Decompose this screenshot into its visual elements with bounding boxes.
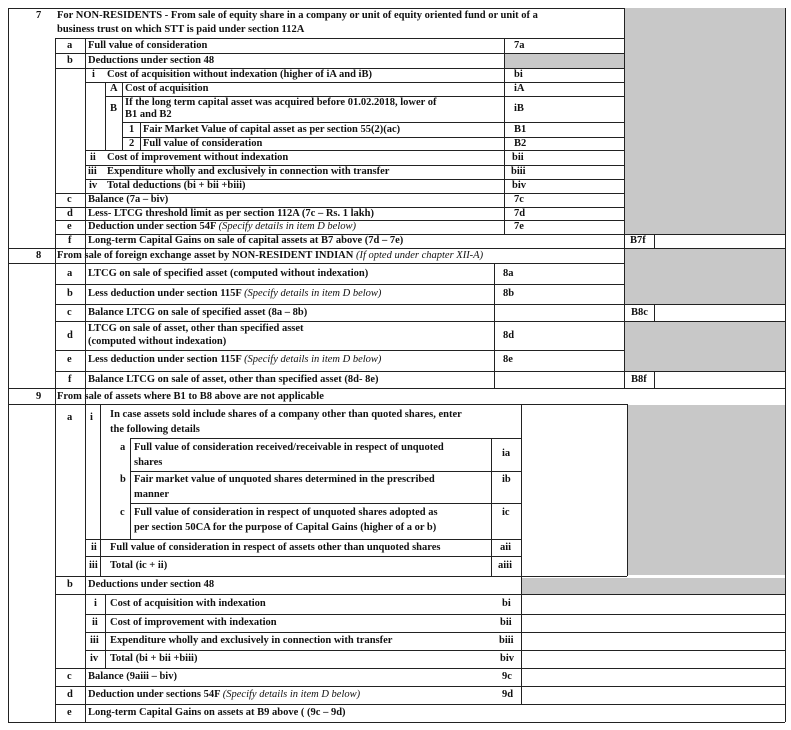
s9-row-a-letter: a bbox=[67, 412, 73, 423]
s7-row-b-label: Deductions under section 48 bbox=[88, 55, 215, 66]
s8-row-d-letter: d bbox=[67, 330, 73, 341]
s7-row-biii-roman: iii bbox=[88, 166, 97, 177]
s7-row-f-code: B7f bbox=[630, 235, 646, 246]
s7-row-e-amount-field[interactable] bbox=[525, 221, 623, 234]
s8-row-d-amount-field[interactable] bbox=[525, 322, 623, 350]
s7-row-e-label-text: Deduction under section 54F bbox=[88, 221, 217, 232]
s8-row-e-note: (Specify details in item D below) bbox=[244, 354, 382, 365]
s9-row-d-code: 9d bbox=[502, 689, 514, 700]
s9-row-d-amount-field[interactable] bbox=[522, 687, 784, 704]
s8-row-e-code: 8e bbox=[503, 354, 513, 365]
s7-row-ib-code: iB bbox=[514, 103, 524, 114]
s8-row-b-amount-field[interactable] bbox=[525, 285, 623, 304]
s7-row-a-code: 7a bbox=[514, 40, 525, 51]
s9-row-aiii-roman: iii bbox=[89, 560, 98, 571]
s7-row-bii-label: Cost of improvement without indexation bbox=[107, 152, 289, 163]
s9-title: From sale of assets where B1 to B8 above are not applicable bbox=[57, 391, 324, 402]
s7-row-b2-code: B2 bbox=[514, 138, 527, 149]
s7-row-d-code: 7d bbox=[514, 208, 526, 219]
s9-row-aiii-code: aiii bbox=[498, 560, 513, 571]
s7-row-a-letter: a bbox=[67, 40, 73, 51]
s7-row-b1-code: B1 bbox=[514, 124, 527, 135]
s9-row-aii-amount-field[interactable] bbox=[522, 540, 626, 556]
s7-row-ia-label: Cost of acquisition bbox=[125, 83, 209, 94]
s7-row-c-letter: c bbox=[67, 194, 72, 205]
s9-row-biii-code: biii bbox=[499, 635, 514, 646]
s9-row-ib-amount-field[interactable] bbox=[522, 472, 626, 503]
s7-row-b-letter: b bbox=[67, 55, 73, 66]
s7-row-bii-amount-field[interactable] bbox=[525, 151, 623, 165]
s7-title-line2: business trust on which STT is paid under section 112A bbox=[57, 24, 305, 35]
s7-row-f-letter: f bbox=[68, 235, 72, 246]
s9-row-b-label: Deductions under section 48 bbox=[88, 579, 215, 590]
s7-row-f-amount-field[interactable] bbox=[655, 235, 784, 248]
s8-row-a-letter: a bbox=[67, 268, 73, 279]
s9-row-aii-roman: ii bbox=[91, 542, 97, 553]
s8-row-d-label-line2: (computed without indexation) bbox=[88, 336, 227, 347]
s9-row-biii-roman: iii bbox=[90, 635, 99, 646]
s9-row-ic-code: ic bbox=[502, 507, 510, 518]
s9-row-bi-code: bi bbox=[502, 598, 511, 609]
s8-row-b-label bbox=[88, 288, 381, 300]
s8-row-f-letter: f bbox=[68, 374, 72, 385]
s7-row-bi-label: Cost of acquisition without indexation (higher of iA and iB) bbox=[107, 69, 372, 80]
s7-row-biv-label: Total deductions (bi + bii +biii) bbox=[107, 180, 246, 191]
s7-row-ib-sub: B bbox=[110, 103, 118, 114]
s7-row-c-amount-field[interactable] bbox=[525, 194, 623, 207]
s8-row-b-label-text: Less deduction under section 115F bbox=[88, 288, 242, 299]
s8-row-b-code: 8b bbox=[503, 288, 515, 299]
s7-number: 7 bbox=[36, 10, 42, 21]
s9-row-biv-roman: iv bbox=[90, 653, 99, 664]
s9-row-bii-roman: ii bbox=[92, 617, 98, 628]
s9-row-e-amount-field[interactable] bbox=[522, 705, 784, 722]
s7-row-ia-amount-field[interactable] bbox=[525, 83, 623, 96]
shaded-area-s7-top bbox=[624, 8, 785, 235]
s7-row-e-letter: e bbox=[67, 221, 72, 232]
s7-row-biii-label: Expenditure wholly and exclusively in connection with transfer bbox=[107, 166, 390, 177]
s7-title-line1: For NON-RESIDENTS - From sale of equity share in a company or unit of equity oriented fund or unit of a bbox=[57, 10, 538, 21]
s7-row-ia-code: iA bbox=[514, 83, 525, 94]
s8-row-c-letter: c bbox=[67, 307, 72, 318]
s9-row-biv-label: Total (bi + bii +biii) bbox=[110, 653, 198, 664]
s7-row-d-label: Less- LTCG threshold limit as per section 112A (7c – Rs. 1 lakh) bbox=[88, 208, 374, 219]
shaded-area-s9-b bbox=[521, 578, 785, 594]
s9-row-ia-sub: a bbox=[120, 442, 126, 453]
s9-row-ic-sub: c bbox=[120, 507, 125, 518]
s7-row-biv-roman: iv bbox=[89, 180, 98, 191]
s9-row-bi-label: Cost of acquisition with indexation bbox=[110, 598, 266, 609]
s9-row-ic-amount-field[interactable] bbox=[522, 504, 626, 539]
s7-row-biii-amount-field[interactable] bbox=[525, 166, 623, 179]
s8-row-c-code: B8c bbox=[631, 307, 648, 318]
s9-row-b-letter: b bbox=[67, 579, 73, 590]
s7-row-bii-code: bii bbox=[512, 152, 524, 163]
s8-row-c-label: Balance LTCG on sale of specified asset (8a – 8b) bbox=[88, 307, 308, 318]
s9-row-ai-roman: i bbox=[90, 412, 93, 423]
s8-row-e-label bbox=[88, 354, 381, 366]
s7-row-ib-amount-field[interactable] bbox=[525, 97, 623, 122]
s9-row-ib-label-line1: Fair market value of unquoted shares determined in the prescribed bbox=[134, 474, 435, 485]
s7-row-bi-roman: i bbox=[92, 69, 95, 80]
s7-row-biv-amount-field[interactable] bbox=[525, 180, 623, 193]
s7-row-e-note: (Specify details in item D below) bbox=[218, 221, 357, 232]
s9-row-biv-code: biv bbox=[500, 653, 515, 664]
s8-row-e-label-text: Less deduction under section 115F bbox=[88, 354, 242, 365]
s8-row-b-letter: b bbox=[67, 288, 73, 299]
s9-row-bii-code: bii bbox=[500, 617, 512, 628]
s9-row-d-note: (Specify details in item D below) bbox=[222, 689, 361, 700]
s9-row-ia-label-line2: shares bbox=[134, 457, 163, 468]
shaded-area-s8-mid bbox=[624, 321, 785, 371]
s9-row-aiii-label: Total (ic + ii) bbox=[110, 560, 168, 571]
s7-row-bi-amount-field[interactable] bbox=[525, 69, 623, 82]
s8-row-d-label-line1: LTCG on sale of asset, other than specified asset bbox=[88, 323, 304, 334]
s7-row-bi-code: bi bbox=[514, 69, 523, 80]
s8-row-d-code: 8d bbox=[503, 330, 515, 341]
s7-row-c-label: Balance (7a – biv) bbox=[88, 194, 169, 205]
s7-row-a-label: Full value of consideration bbox=[88, 40, 208, 51]
shaded-area-s7-7b bbox=[504, 54, 624, 68]
s7-row-b1-amount-field[interactable] bbox=[525, 123, 623, 137]
s9-row-biii-label: Expenditure wholly and exclusively in connection with transfer bbox=[110, 635, 393, 646]
s8-row-f-amount-field[interactable] bbox=[655, 372, 784, 388]
s7-row-e-code: 7e bbox=[514, 221, 524, 232]
s7-row-b1-sub: 1 bbox=[129, 124, 135, 135]
s8-row-f-label: Balance LTCG on sale of asset, other than specified asset (8d- 8e) bbox=[88, 374, 379, 385]
s9-row-ia-amount-field[interactable] bbox=[522, 439, 626, 471]
s8-row-a-amount-field[interactable] bbox=[525, 264, 623, 284]
s9-row-c-label: Balance (9aiii – biv) bbox=[88, 671, 177, 682]
s7-row-ib-label-line1: If the long term capital asset was acquired before 01.02.2018, lower of bbox=[125, 97, 437, 108]
s8-title-note: (If opted under chapter XII-A) bbox=[355, 250, 484, 261]
s7-row-biii-code: biii bbox=[511, 166, 526, 177]
s7-row-ib-label-line2: B1 and B2 bbox=[125, 109, 172, 120]
s9-row-bii-label: Cost of improvement with indexation bbox=[110, 617, 277, 628]
s9-row-ib-sub: b bbox=[120, 474, 126, 485]
s9-row-aiii-amount-field[interactable] bbox=[522, 557, 626, 576]
s7-row-e-label bbox=[88, 221, 356, 233]
s9-row-bi-amount-field[interactable] bbox=[522, 595, 784, 614]
s9-number: 9 bbox=[36, 391, 42, 402]
s8-row-a-code: 8a bbox=[503, 268, 514, 279]
s7-row-d-letter: d bbox=[67, 208, 73, 219]
s9-row-bii-amount-field[interactable] bbox=[522, 615, 784, 632]
s8-row-a-label: LTCG on sale of specified asset (computed without indexation) bbox=[88, 268, 369, 279]
s8-title-text: From sale of foreign exchange asset by NON-RESIDENT INDIAN bbox=[57, 250, 354, 261]
s9-row-e-letter: e bbox=[67, 707, 72, 718]
s7-row-ia-sub: A bbox=[110, 83, 118, 94]
s9-row-ib-code: ib bbox=[502, 474, 511, 485]
s9-row-ib-label-line2: manner bbox=[134, 489, 169, 500]
s9-row-biii-amount-field[interactable] bbox=[522, 633, 784, 650]
s7-row-biv-code: biv bbox=[512, 180, 527, 191]
s7-row-b2-sub: 2 bbox=[129, 138, 135, 149]
s9-row-ic-label-line2: per section 50CA for the purpose of Capital Gains (higher of a or b) bbox=[134, 522, 437, 533]
s7-row-c-code: 7c bbox=[514, 194, 524, 205]
s9-row-d-label-text: Deduction under sections 54F bbox=[88, 689, 221, 700]
s7-row-bii-roman: ii bbox=[90, 152, 96, 163]
s8-title bbox=[57, 250, 483, 262]
s9-row-d-letter: d bbox=[67, 689, 73, 700]
s9-row-ai-label-line1: In case assets sold include shares of a company other than quoted shares, enter bbox=[110, 409, 462, 420]
s9-row-ai-label-line2: the following details bbox=[110, 424, 200, 435]
s7-row-a-amount-field[interactable] bbox=[525, 39, 623, 53]
s7-row-b2-label: Full value of consideration bbox=[143, 138, 263, 149]
s7-row-d-amount-field[interactable] bbox=[525, 208, 623, 220]
s9-row-ia-code: ia bbox=[502, 448, 511, 459]
s9-row-c-letter: c bbox=[67, 671, 72, 682]
s8-row-e-letter: e bbox=[67, 354, 72, 365]
s9-row-c-amount-field[interactable] bbox=[522, 669, 784, 686]
s9-row-bi-roman: i bbox=[94, 598, 97, 609]
s9-row-ia-label-line1: Full value of consideration received/receivable in respect of unquoted bbox=[134, 442, 444, 453]
s7-row-b1-label: Fair Market Value of capital asset as per section 55(2)(ac) bbox=[143, 124, 401, 135]
s8-number: 8 bbox=[36, 250, 42, 261]
shaded-area-s9-right bbox=[627, 405, 785, 575]
s8-row-e-amount-field[interactable] bbox=[525, 351, 623, 371]
s9-row-aii-code: aii bbox=[500, 542, 512, 553]
s9-row-biv-amount-field[interactable] bbox=[522, 651, 784, 668]
s7-row-b2-amount-field[interactable] bbox=[525, 138, 623, 150]
s9-row-c-code: 9c bbox=[502, 671, 512, 682]
s8-row-c-amount-field[interactable] bbox=[655, 305, 784, 321]
s9-row-aii-label: Full value of consideration in respect of assets other than unquoted shares bbox=[110, 542, 441, 553]
s8-row-f-code: B8f bbox=[631, 374, 647, 385]
s9-row-d-label bbox=[88, 689, 360, 701]
shaded-area-s8-top bbox=[624, 249, 785, 304]
s8-row-b-note: (Specify details in item D below) bbox=[244, 288, 382, 299]
s9-row-ic-label-line1: Full value of consideration in respect of unquoted shares adopted as bbox=[134, 507, 438, 518]
s7-row-f-label: Long-term Capital Gains on sale of capital assets at B7 above (7d – 7e) bbox=[88, 235, 404, 246]
s9-row-e-label: Long-term Capital Gains on assets at B9 above ( (9c – 9d) bbox=[88, 707, 346, 718]
